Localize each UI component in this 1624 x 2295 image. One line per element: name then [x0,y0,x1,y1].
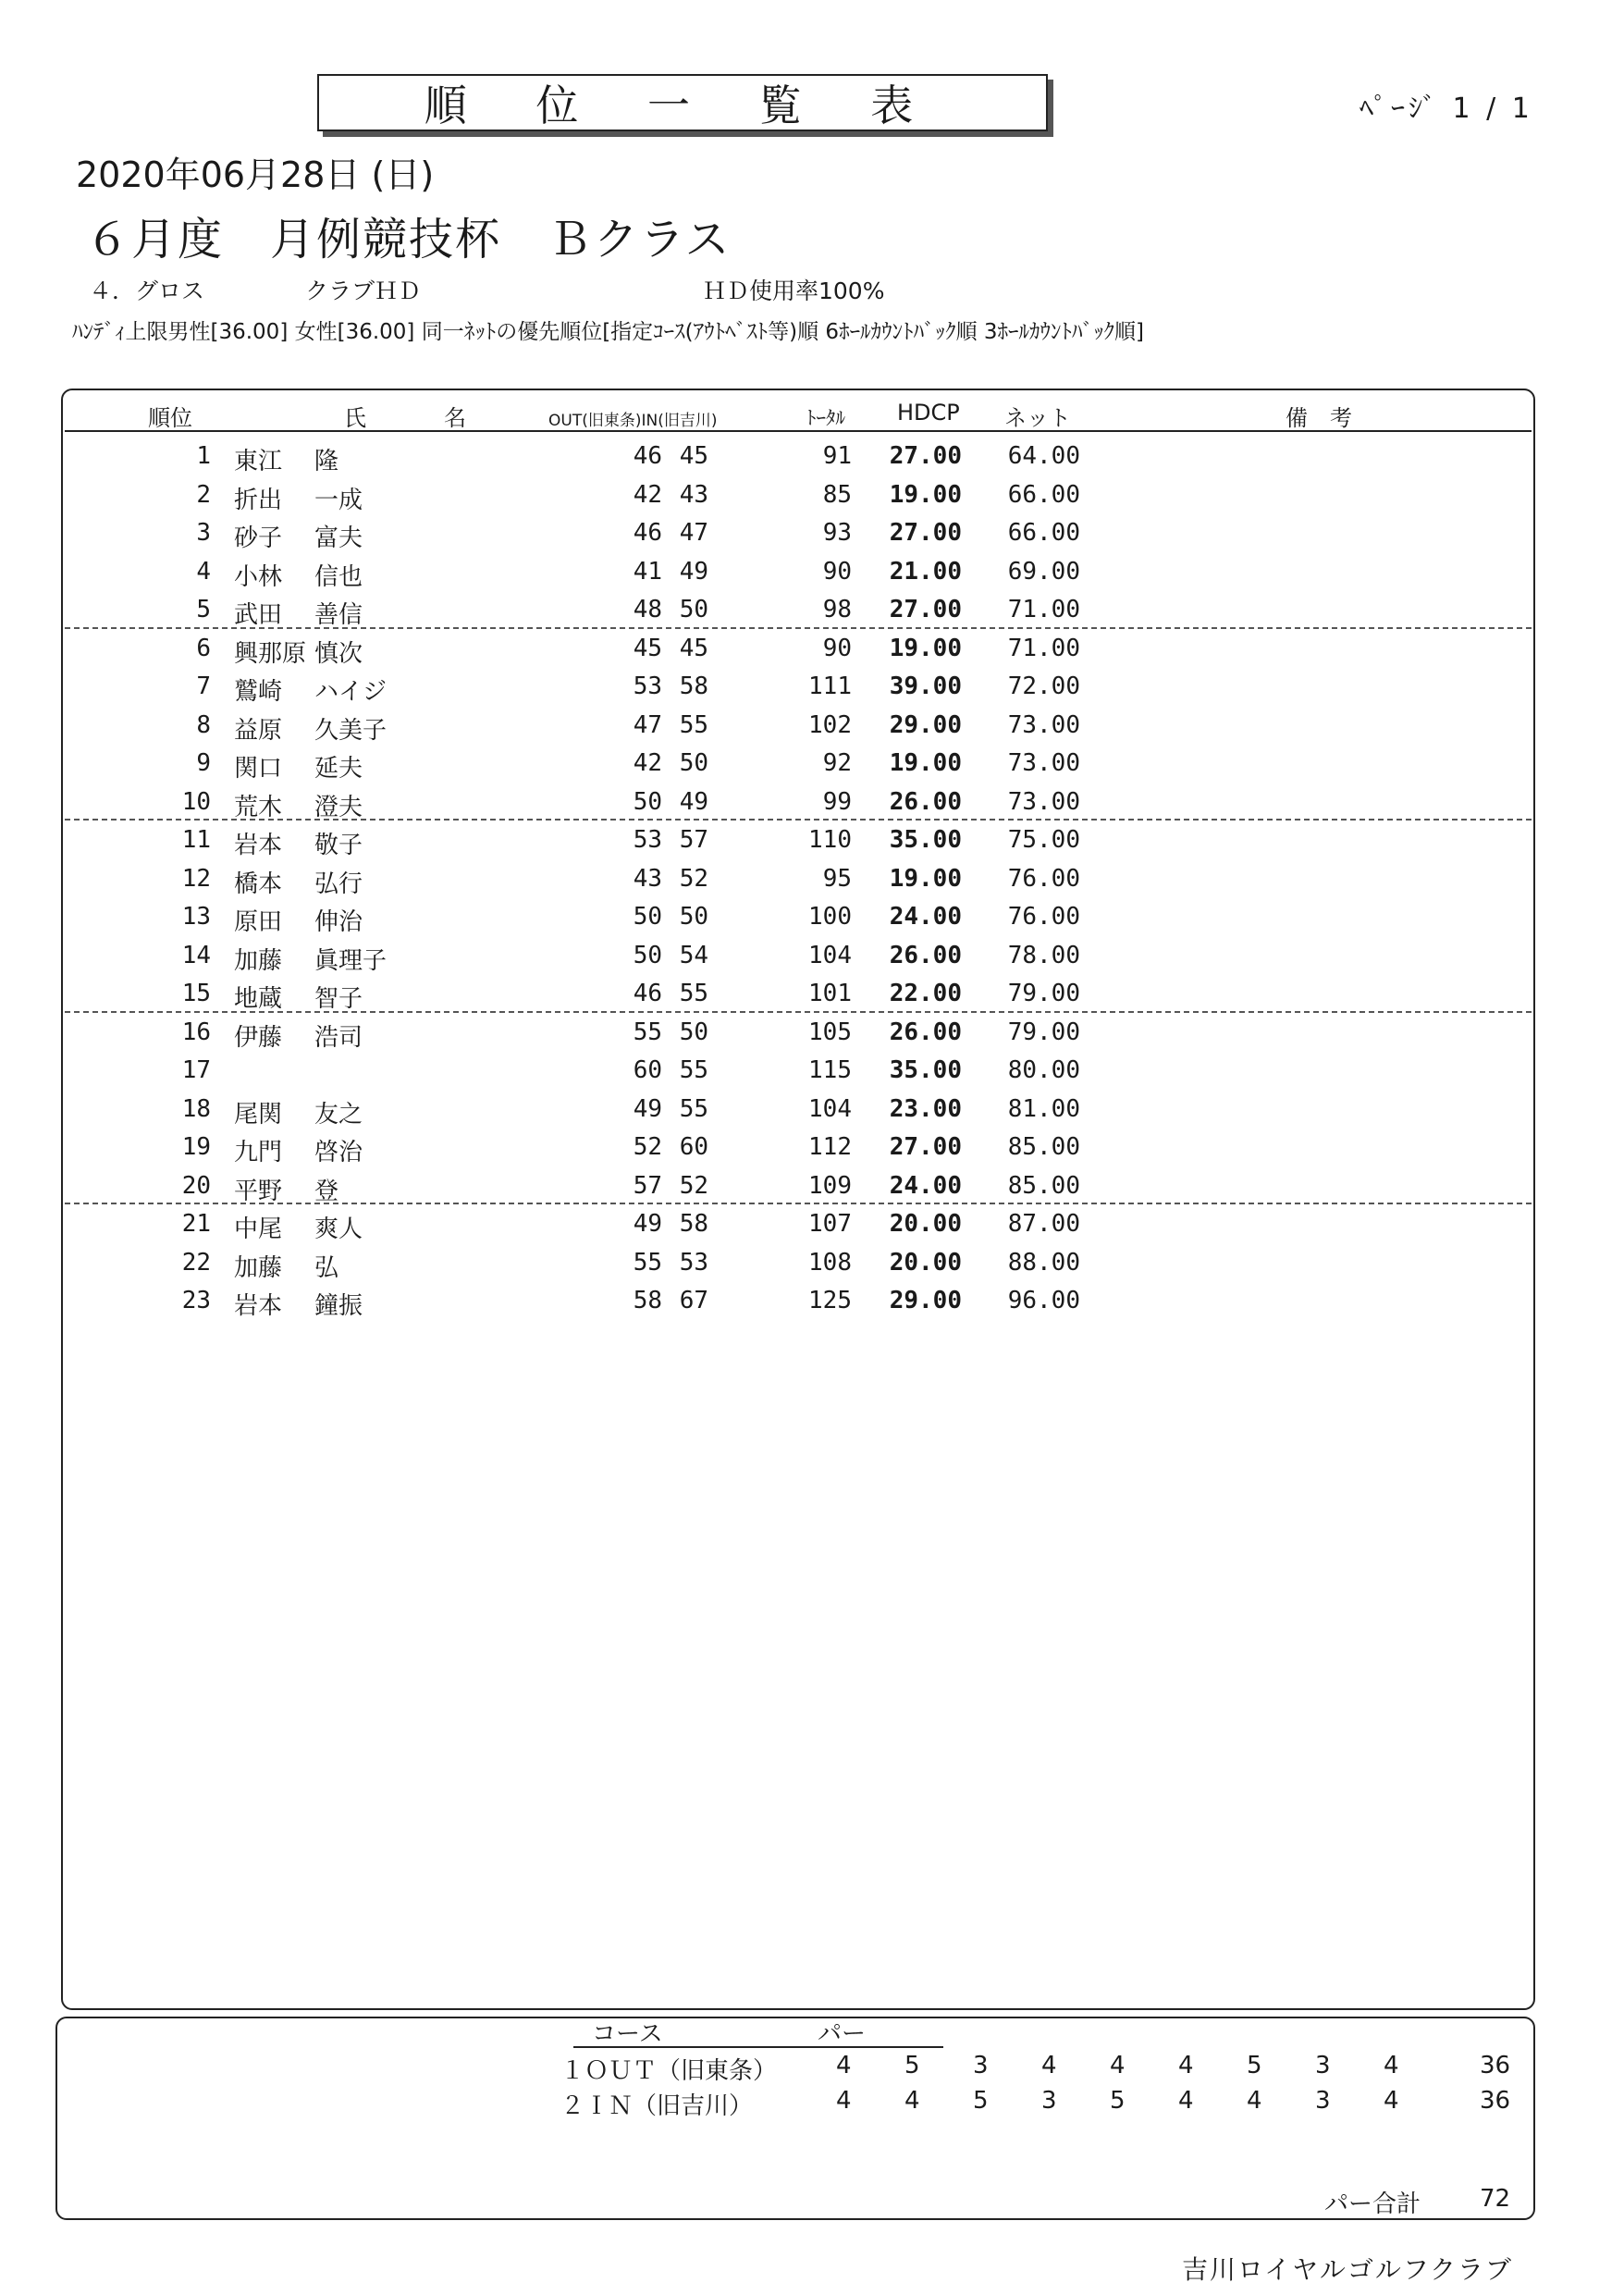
rank-cell: 4 [196,557,211,586]
net-score-cell: 80.00 [1007,1056,1080,1084]
given-name-cell: 伸治 [314,908,363,936]
hdcp-cell: 39.00 [889,672,962,700]
out-score-cell: 53 [633,672,662,700]
rank-cell: 9 [196,749,211,777]
in-score-cell: 49 [679,557,708,586]
given-name-cell: 富夫 [314,524,363,552]
table-row [0,477,1624,515]
total-score-cell: 99 [822,787,852,816]
out-score-cell: 42 [633,749,662,777]
in-score-cell: 58 [679,1210,708,1238]
out-score-cell: 41 [633,557,662,586]
hdcp-cell: 26.00 [889,941,962,969]
table-row [0,861,1624,899]
out-score-cell: 46 [633,442,662,470]
hdcp-cell: 29.00 [889,1287,962,1314]
given-name-cell: 登 [314,1177,339,1205]
family-name-cell: 益原 [234,716,283,745]
table-row [0,1168,1624,1206]
in-score-cell: 58 [679,672,708,700]
given-name-cell: 澄夫 [314,793,363,821]
rank-cell: 20 [181,1171,211,1200]
ranking-rules: ﾊﾝﾃﾞｨ上限男性[36.00] 女性[36.00] 同一ﾈｯﾄの優先順位[指定ｺｰｽ(ｱｳﾄﾍﾞｽﾄ等)順 6ﾎｰﾙｶｳﾝﾄﾊﾞｯｸ順 3ﾎｰﾙｶｳﾝﾄﾊﾞｯｸ順] [72,320,1144,344]
hdcp-cell: 21.00 [889,557,962,586]
net-score-cell: 76.00 [1007,903,1080,931]
rank-cell: 8 [196,710,211,739]
hole-par: 4 [1110,2052,1126,2079]
hdcp-cell: 19.00 [889,480,962,509]
table-row [0,1129,1624,1167]
total-score-cell: 105 [808,1018,852,1046]
out-score-cell: 58 [633,1287,662,1314]
given-name-cell: ハイジ [314,678,388,706]
family-name-cell: 原田 [234,908,283,936]
page-title: 順 位 一 覧 表 [317,74,1048,131]
family-name-cell: 平野 [234,1177,283,1205]
col-hdcp-header: HDCP [897,400,960,426]
out-score-cell: 43 [633,864,662,893]
par-header: パー [818,2020,867,2048]
table-row [0,784,1624,822]
net-score-cell: 73.00 [1007,710,1080,739]
family-name-cell: 尾関 [234,1100,283,1129]
net-score-cell: 66.00 [1007,519,1080,547]
hdcp-cell: 35.00 [889,1056,962,1084]
rank-cell: 1 [196,442,211,470]
given-name-cell: 爽人 [314,1215,363,1243]
family-name-cell: 興那原 [234,639,307,668]
table-row [0,746,1624,784]
course-par-total: 36 [1480,2052,1511,2079]
table-row [0,1206,1624,1244]
net-score-cell: 71.00 [1007,634,1080,662]
out-score-cell: 49 [633,1210,662,1238]
given-name-cell: 延夫 [314,755,363,783]
par-total-value: 72 [1480,2185,1511,2213]
net-score-cell: 64.00 [1007,442,1080,470]
total-score-cell: 102 [808,710,852,739]
given-name-cell: 信也 [314,562,363,591]
hole-par: 3 [973,2052,989,2079]
rank-cell: 23 [181,1287,211,1314]
net-score-cell: 78.00 [1007,941,1080,969]
out-score-cell: 50 [633,787,662,816]
hdcp-cell: 19.00 [889,634,962,662]
family-name-cell: 橋本 [234,870,283,898]
hole-par: 4 [836,2087,852,2115]
course-par-total: 36 [1480,2087,1511,2115]
table-row [0,1053,1624,1091]
net-score-cell: 81.00 [1007,1094,1080,1123]
table-row [0,631,1624,669]
total-score-cell: 112 [808,1133,852,1161]
page-number: ﾍﾟｰｼﾞ 1 / 1 [1359,93,1533,125]
hole-par: 3 [1041,2087,1057,2115]
col-outin-header: OUT(旧東条)IN(旧吉川) [548,412,718,430]
family-name-cell: 砂子 [234,524,283,552]
net-score-cell: 79.00 [1007,1018,1080,1046]
family-name-cell: 中尾 [234,1215,283,1243]
total-score-cell: 110 [808,826,852,854]
table-row [0,899,1624,937]
net-score-cell: 73.00 [1007,787,1080,816]
family-name-cell: 小林 [234,562,283,591]
hdcp-cell: 20.00 [889,1248,962,1277]
hdcp-cell: 22.00 [889,980,962,1007]
rank-cell: 16 [181,1018,211,1046]
in-score-cell: 43 [679,480,708,509]
hole-par: 3 [1315,2052,1331,2079]
hole-par: 5 [973,2087,989,2115]
hdcp-cell: 19.00 [889,864,962,893]
handicap-type: クラブＨＤ [305,278,422,304]
family-name-cell: 九門 [234,1139,283,1166]
in-score-cell: 52 [679,1171,708,1200]
family-name-cell: 折出 [234,486,283,514]
net-score-cell: 96.00 [1007,1287,1080,1314]
in-score-cell: 57 [679,826,708,854]
rank-cell: 17 [181,1056,211,1084]
total-score-cell: 108 [808,1248,852,1277]
in-score-cell: 50 [679,749,708,777]
hole-par: 4 [836,2052,852,2079]
table-row [0,938,1624,976]
total-score-cell: 85 [822,480,852,509]
hdcp-cell: 27.00 [889,442,962,470]
net-score-cell: 72.00 [1007,672,1080,700]
course-header: コース [592,2020,663,2048]
hole-par: 4 [1041,2052,1057,2079]
in-score-cell: 55 [679,1094,708,1123]
out-score-cell: 50 [633,903,662,931]
out-score-cell: 55 [633,1018,662,1046]
event-date: 2020年06月28日 (日) [76,154,435,195]
rank-cell: 7 [196,672,211,700]
net-score-cell: 76.00 [1007,864,1080,893]
net-score-cell: 69.00 [1007,557,1080,586]
col-rank-header: 順位 [148,405,192,431]
course-name: ２ＩＮ（旧吉川） [560,2092,754,2120]
table-row [0,669,1624,707]
given-name-cell: 一成 [314,486,363,514]
net-score-cell: 87.00 [1007,1210,1080,1238]
family-name-cell: 地蔵 [234,985,283,1013]
out-score-cell: 52 [633,1133,662,1161]
total-score-cell: 111 [808,672,852,700]
given-name-cell: 鐘振 [314,1292,363,1320]
net-score-cell: 88.00 [1007,1248,1080,1277]
group-divider [65,1011,1532,1013]
hdcp-cell: 27.00 [889,519,962,547]
family-name-cell: 武田 [234,601,283,629]
given-name-cell: 眞理子 [314,946,388,975]
net-score-cell: 79.00 [1007,980,1080,1007]
in-score-cell: 53 [679,1248,708,1277]
hdcp-cell: 27.00 [889,596,962,623]
given-name-cell: 隆 [314,448,339,475]
net-score-cell: 75.00 [1007,826,1080,854]
out-score-cell: 53 [633,826,662,854]
out-score-cell: 57 [633,1171,662,1200]
rank-cell: 6 [196,634,211,662]
in-score-cell: 55 [679,1056,708,1084]
total-score-cell: 104 [808,941,852,969]
given-name-cell: 敬子 [314,832,363,859]
net-score-cell: 85.00 [1007,1171,1080,1200]
given-name-cell: 啓治 [314,1139,363,1166]
hole-par: 5 [1247,2052,1262,2079]
club-name: 吉川ロイヤルゴルフクラブ [1181,2254,1513,2285]
out-score-cell: 48 [633,596,662,623]
rank-cell: 13 [181,903,211,931]
hdcp-cell: 24.00 [889,903,962,931]
total-score-cell: 98 [822,596,852,623]
hole-par: 4 [1247,2087,1262,2115]
table-row [0,1245,1624,1283]
table-row [0,976,1624,1014]
total-score-cell: 93 [822,519,852,547]
given-name-cell: 弘 [314,1253,339,1282]
out-score-cell: 49 [633,1094,662,1123]
given-name-cell: 智子 [314,985,363,1013]
total-score-cell: 95 [822,864,852,893]
rank-cell: 19 [181,1133,211,1161]
col-total-header: ﾄｰﾀﾙ [806,407,845,429]
hdcp-cell: 20.00 [889,1210,962,1238]
hole-par: 4 [1178,2052,1194,2079]
total-score-cell: 91 [822,442,852,470]
total-score-cell: 90 [822,557,852,586]
rank-cell: 5 [196,596,211,623]
col-remarks-header: 備 考 [1286,405,1352,431]
family-name-cell: 岩本 [234,1292,283,1320]
given-name-cell: 善信 [314,601,363,629]
handicap-rate: ＨＤ使用率100% [703,278,885,304]
hole-par: 3 [1315,2087,1331,2115]
net-score-cell: 73.00 [1007,749,1080,777]
family-name-cell: 伊藤 [234,1023,283,1052]
rank-cell: 21 [181,1210,211,1238]
total-score-cell: 107 [808,1210,852,1238]
table-row [0,1092,1624,1129]
family-name-cell: 岩本 [234,832,283,859]
total-score-cell: 100 [808,903,852,931]
hole-par: 4 [904,2087,920,2115]
col-net-header: ネット [1004,405,1071,431]
col-name-header-2: 名 [444,405,466,431]
given-name-cell: 友之 [314,1100,363,1129]
total-score-cell: 109 [808,1171,852,1200]
hole-par: 5 [1110,2087,1126,2115]
table-row [0,708,1624,746]
rank-cell: 2 [196,480,211,509]
rank-cell: 14 [181,941,211,969]
total-score-cell: 101 [808,980,852,1007]
total-score-cell: 92 [822,749,852,777]
table-row [0,592,1624,630]
family-name-cell: 荒木 [234,793,283,821]
group-divider [65,627,1532,629]
course-name: １ＯＵＴ（旧東条） [560,2057,778,2085]
hole-par: 4 [1178,2087,1194,2115]
rank-cell: 22 [181,1248,211,1277]
hdcp-cell: 23.00 [889,1094,962,1123]
out-score-cell: 47 [633,710,662,739]
in-score-cell: 67 [679,1287,708,1314]
rank-cell: 3 [196,519,211,547]
hdcp-cell: 35.00 [889,826,962,854]
rank-cell: 10 [181,787,211,816]
rank-cell: 11 [181,826,211,854]
total-score-cell: 104 [808,1094,852,1123]
hdcp-cell: 24.00 [889,1171,962,1200]
table-row [0,438,1624,476]
header-divider [65,430,1532,432]
in-score-cell: 60 [679,1133,708,1161]
table-row [0,1015,1624,1053]
course-header-rule [573,2046,943,2048]
out-score-cell: 55 [633,1248,662,1277]
in-score-cell: 50 [679,596,708,623]
out-score-cell: 50 [633,941,662,969]
par-total-label: パー合計 [1324,2190,1421,2218]
net-score-cell: 85.00 [1007,1133,1080,1161]
table-row [0,822,1624,860]
hdcp-cell: 29.00 [889,710,962,739]
net-score-cell: 66.00 [1007,480,1080,509]
given-name-cell: 久美子 [314,716,388,745]
net-score-cell: 71.00 [1007,596,1080,623]
in-score-cell: 50 [679,1018,708,1046]
scoring-mode: ４．グロス [89,278,205,304]
in-score-cell: 50 [679,903,708,931]
event-name: ６月度 月例競技杯 Ｂクラス [85,214,732,265]
table-row [0,515,1624,553]
hole-par: 4 [1384,2052,1399,2079]
table-row [0,1283,1624,1321]
out-score-cell: 46 [633,980,662,1007]
family-name-cell: 東江 [234,448,283,475]
given-name-cell: 浩司 [314,1023,363,1052]
in-score-cell: 54 [679,941,708,969]
given-name-cell: 慎次 [314,639,363,668]
hole-par: 4 [1384,2087,1399,2115]
family-name-cell: 関口 [234,755,283,783]
given-name-cell: 弘行 [314,870,363,898]
in-score-cell: 45 [679,442,708,470]
out-score-cell: 42 [633,480,662,509]
hdcp-cell: 26.00 [889,787,962,816]
total-score-cell: 115 [808,1056,852,1084]
out-score-cell: 46 [633,519,662,547]
in-score-cell: 52 [679,864,708,893]
col-name-header-1: 氏 [344,405,366,431]
out-score-cell: 60 [633,1056,662,1084]
total-score-cell: 90 [822,634,852,662]
hdcp-cell: 19.00 [889,749,962,777]
in-score-cell: 55 [679,980,708,1007]
group-divider [65,819,1532,821]
in-score-cell: 47 [679,519,708,547]
hdcp-cell: 26.00 [889,1018,962,1046]
hole-par: 5 [904,2052,920,2079]
family-name-cell: 鷲崎 [234,678,283,706]
in-score-cell: 55 [679,710,708,739]
family-name-cell: 加藤 [234,946,283,975]
rank-cell: 18 [181,1094,211,1123]
rank-cell: 15 [181,980,211,1007]
rank-cell: 12 [181,864,211,893]
family-name-cell: 加藤 [234,1253,283,1282]
in-score-cell: 45 [679,634,708,662]
in-score-cell: 49 [679,787,708,816]
out-score-cell: 45 [633,634,662,662]
table-row [0,554,1624,592]
hdcp-cell: 27.00 [889,1133,962,1161]
group-divider [65,1203,1532,1204]
total-score-cell: 125 [808,1287,852,1314]
